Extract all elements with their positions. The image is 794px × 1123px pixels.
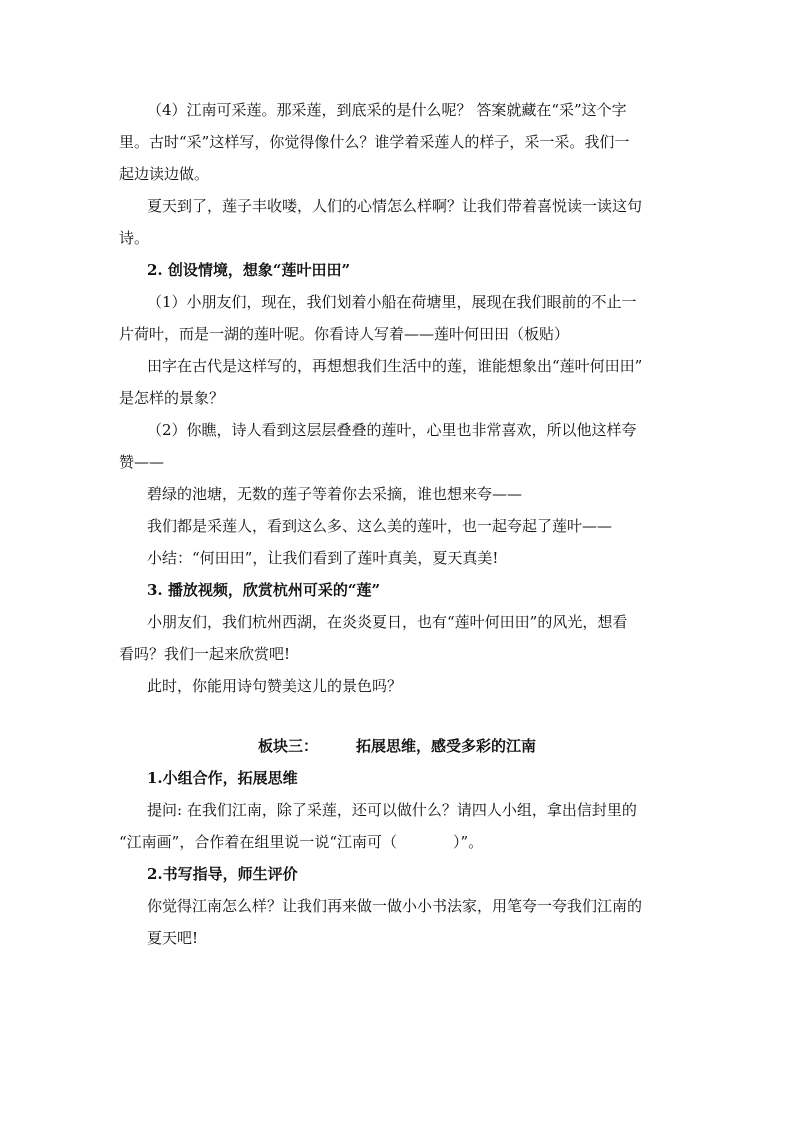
paragraph-line: 小朋友们，我们杭州西湖，在炎炎夏日，也有“莲叶何田田”的风光，想看: [147, 613, 628, 631]
paragraph-line: 诗。: [119, 229, 150, 247]
paragraph-line: （2）你瞧，诗人看到这层层叠叠的莲叶，心里也非常喜欢，所以他这样夸: [147, 421, 637, 439]
section-heading: 2.书写指导，师生评价: [147, 865, 298, 883]
section-heading: 1.小组合作，拓展思维: [147, 769, 298, 787]
block-title: [119, 730, 675, 762]
paragraph-line: 我们都是采莲人，看到这么多、这么美的莲叶，也一起夸起了莲叶——: [147, 517, 613, 535]
paragraph-line: 此时，你能用诗句赞美这儿的景色吗？: [147, 677, 403, 695]
section-heading: 2. 创设情境，想象“莲叶田田”: [147, 261, 351, 279]
paragraph-line: 里。古时“采”这样写，你觉得像什么？谁学着采莲人的样子，采一采。我们一: [119, 133, 630, 151]
paragraph-line: 是怎样的景象？: [119, 389, 225, 407]
paragraph-line: 看吗？我们一起来欣赏吧!: [119, 645, 291, 663]
paragraph-line: 小结：“何田田”，让我们看到了莲叶真美，夏天真美!: [147, 549, 499, 567]
paragraph-line: 赞——: [119, 453, 165, 471]
block-title-text: 拓展思维，感受多彩的江南: [356, 737, 537, 755]
paragraph-line: （1）小朋友们，现在，我们划着小船在荷塘里，展现在我们眼前的不止一: [147, 293, 637, 311]
section-heading: 3. 播放视频，欣赏杭州可采的“莲”: [147, 581, 381, 599]
paragraph-line: 起边读边做。: [119, 165, 210, 183]
paragraph-line: 提问: 在我们江南，除了采莲，还可以做什么？请四人小组，拿出信封里的: [147, 801, 637, 819]
paragraph-line: [119, 826, 675, 858]
paragraph-line: 片荷叶，而是一湖的莲叶呢。你看诗人写着——莲叶何田田（板贴）: [119, 325, 570, 343]
block-title-label: 板块三：: [257, 737, 318, 755]
paragraph-line: 田字在古代是这样写的，再想想我们生活中的莲，谁能想象出“莲叶何田田”: [147, 357, 643, 375]
paragraph-line: 你觉得江南怎么样？让我们再来做一做小小书法家，用笔夸一夸我们江南的: [147, 897, 643, 915]
paragraph-line: （4）江南可采莲。那采莲，到底采的是什么呢？ 答案就藏在“采”这个字: [147, 101, 627, 119]
paragraph-line: 夏天到了，莲子丰收喽，人们的心情怎么样啊？让我们带着喜悦读一读这句: [147, 197, 643, 215]
fill-blank-prefix: “江南画”，合作着在组里说一说“江南可（: [119, 833, 398, 851]
fill-blank-suffix: ）”。: [453, 833, 484, 851]
paragraph-line: 碧绿的池塘，无数的莲子等着你去采摘，谁也想来夸——: [147, 485, 523, 503]
paragraph-line: 夏天吧!: [147, 929, 199, 947]
